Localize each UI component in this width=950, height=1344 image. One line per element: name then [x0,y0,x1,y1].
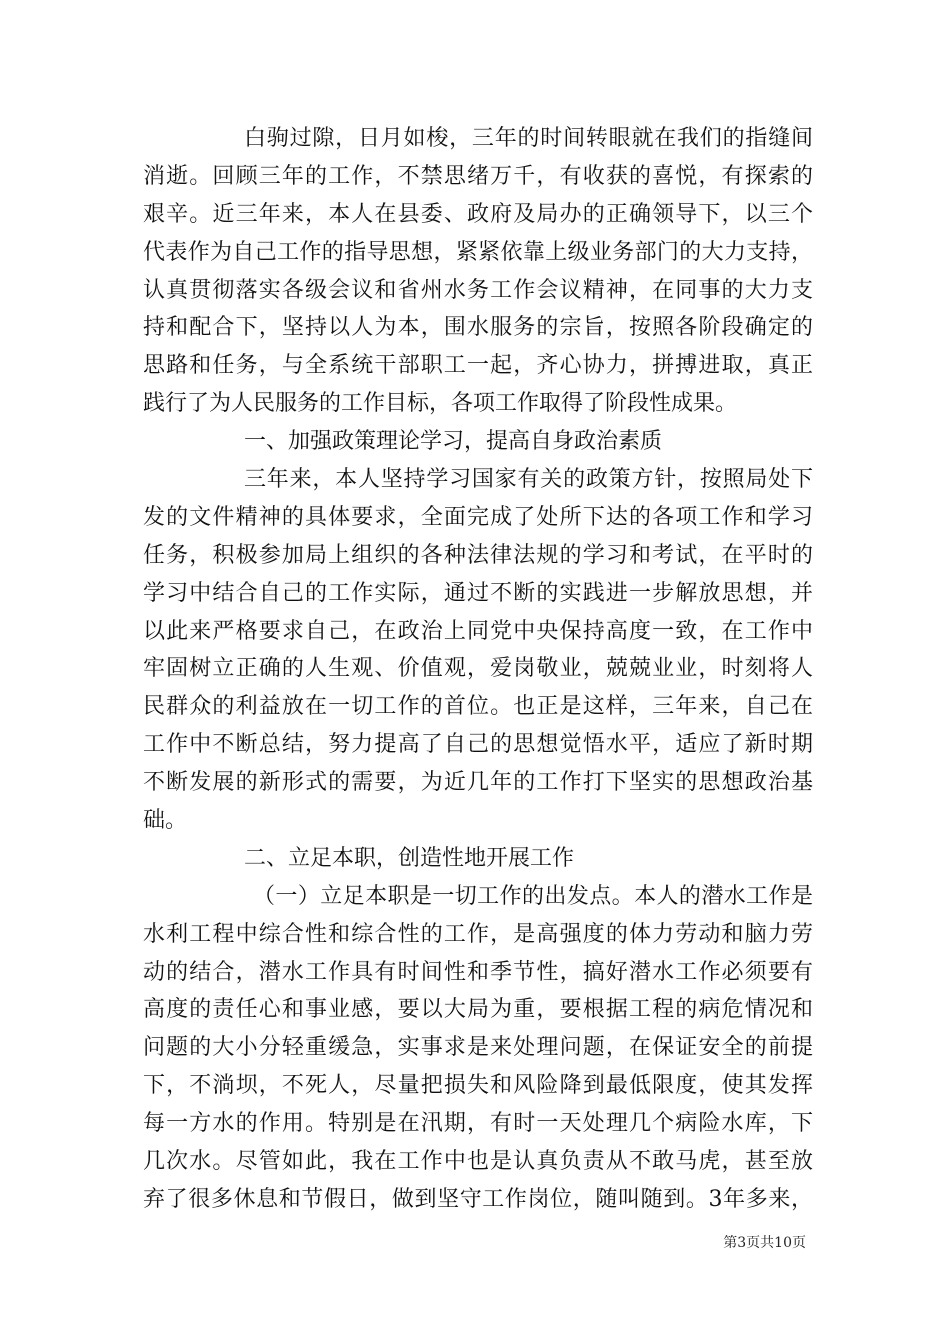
text-line: 二、立足本职，创造性地开展工作 [244,845,575,871]
page-footer: 第3页共10页 [723,1235,806,1251]
text-line: 下，不淌坝，不死人，尽量把损失和风险降到最低限度，使其发挥 [143,1073,813,1099]
text-line: 民群众的利益放在一切工作的首位。也正是这样，三年来，自己在 [143,694,813,720]
text-line: 以此来严格要求自己，在政治上同党中央保持高度一致，在工作中 [143,618,813,644]
text-line: 每一方水的作用。特别是在汛期，有时一天处理几个病险水库，下 [143,1111,813,1137]
text-line: 践行了为人民服务的工作目标，各项工作取得了阶段性成果。 [143,391,738,417]
text-line: 几次水。尽管如此，我在工作中也是认真负责从不敢马虎，甚至放 [143,1149,813,1175]
text-line: 代表作为自己工作的指导思想，紧紧依靠上级业务部门的大力支持， [143,239,813,265]
text-line: 任务，积极参加局上组织的各种法律法规的学习和考试，在平时的 [143,542,813,568]
text-line: 不断发展的新形式的需要，为近几年的工作打下坚实的思想政治基 [143,770,813,796]
text-line: 弃了很多休息和节假日，做到坚守工作岗位，随叫随到。3年多来， [143,1186,813,1212]
text-line: 工作中不断总结，努力提高了自己的思想觉悟水平，适应了新时期 [143,732,813,758]
text-line: 一、加强政策理论学习，提高自身政治素质 [244,429,663,455]
text-line: 水利工程中综合性和综合性的工作，是高强度的体力劳动和脑力劳 [143,921,813,947]
text-line: 发的文件精神的具体要求，全面完成了处所下达的各项工作和学习 [143,504,813,530]
text-line: 问题的大小分轻重缓急，实事求是来处理问题，在保证安全的前提 [143,1035,813,1061]
text-line: 白驹过隙，日月如梭，三年的时间转眼就在我们的指缝间 [244,126,813,151]
body-text [143,120,813,1219]
text-line: 艰辛。近三年来，本人在县委、政府及局办的正确领导下，以三个 [143,201,813,227]
text-line: 思路和任务，与全系统干部职工一起，齐心协力，拼搏进取，真正 [143,353,813,379]
text-line: 消逝。回顾三年的工作，不禁思绪万千，有收获的喜悦，有探索的 [143,163,813,189]
text-line: 牢固树立正确的人生观、价值观，爱岗敬业，兢兢业业，时刻将人 [143,656,813,682]
text-line: 三年来，本人坚持学习国家有关的政策方针，按照局处下 [244,467,813,493]
text-line: 动的结合，潜水工作具有时间性和季节性，搞好潜水工作必须要有 [143,959,813,985]
text-line: 认真贯彻落实各级会议和省州水务工作会议精神，在同事的大力支 [143,277,813,303]
text-line: 持和配合下，坚持以人为本，围水服务的宗旨，按照各阶段确定的 [143,315,813,341]
text-line: 高度的责任心和事业感，要以大局为重，要根据工程的病危情况和 [143,997,813,1023]
text-line: （一）立足本职是一切工作的出发点。本人的潜水工作是 [253,883,813,909]
text-line: 学习中结合自己的工作实际，通过不断的实践进一步解放思想，并 [143,580,813,606]
text-line: 础。 [143,808,188,834]
